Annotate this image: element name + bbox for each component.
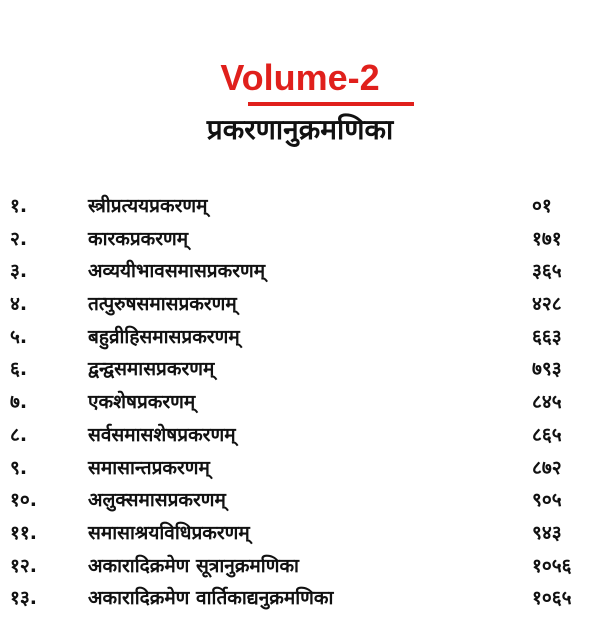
toc-page-number: ८४५ xyxy=(532,391,562,414)
toc-row-4 xyxy=(0,288,600,321)
toc-title: समासाश्रयविधिप्रकरणम् xyxy=(88,521,250,544)
toc-title: अकारादिक्रमेण वार्तिकाद्यनुक्रमणिका xyxy=(88,587,334,610)
toc-row-13 xyxy=(0,582,600,615)
toc-row-1 xyxy=(0,190,600,223)
toc-page-number: ९४३ xyxy=(532,521,562,544)
toc-row-5 xyxy=(0,321,600,354)
toc-title: समासान्तप्रकरणम् xyxy=(88,456,210,479)
toc-page-number: ४२८ xyxy=(532,293,562,316)
toc-row-6 xyxy=(0,353,600,386)
toc-number: ७. xyxy=(10,391,28,414)
toc-page-number: ८७२ xyxy=(532,456,562,479)
toc-title: अव्ययीभावसमासप्रकरणम् xyxy=(88,260,266,283)
toc-page-number: १०६५ xyxy=(532,587,572,610)
toc-page-number: ०१ xyxy=(532,195,552,217)
toc-page-number: ९०५ xyxy=(532,489,562,512)
toc-title: एकशेषप्रकरणम् xyxy=(88,391,196,414)
toc-row-9 xyxy=(0,452,600,485)
toc-page-number: ७९३ xyxy=(532,358,562,381)
toc-number: ८. xyxy=(10,423,28,446)
toc-row-2 xyxy=(0,223,600,256)
toc-page-number: ८६५ xyxy=(532,423,562,446)
toc-row-7 xyxy=(0,386,600,419)
toc-number: ३. xyxy=(10,260,28,283)
toc-title: अलुक्समासप्रकरणम् xyxy=(88,489,226,512)
toc-page-number: ६६३ xyxy=(532,325,562,348)
toc-number: ९. xyxy=(10,456,28,479)
toc-title: तत्पुरुषसमासप्रकरणम् xyxy=(88,293,237,316)
toc-title: सर्वसमासशेषप्रकरणम् xyxy=(88,423,236,446)
toc-number: ११. xyxy=(10,521,37,544)
toc-number: १. xyxy=(10,195,28,217)
toc-number: १२. xyxy=(10,554,37,577)
toc-title: कारकप्रकरणम् xyxy=(88,227,189,250)
toc-row-3 xyxy=(0,255,600,288)
toc-row-11 xyxy=(0,517,600,550)
index-heading: प्रकरणानुक्रमणिका xyxy=(206,113,394,146)
toc-number: २. xyxy=(10,227,28,250)
toc-number: १०. xyxy=(10,489,37,512)
table-of-contents xyxy=(0,190,600,615)
toc-row-8 xyxy=(0,419,600,452)
toc-page-number: १०५६ xyxy=(532,554,572,577)
toc-title: स्त्रीप्रत्ययप्रकरणम् xyxy=(88,195,208,217)
volume-title: Volume-2 xyxy=(220,57,380,98)
volume-title-underline xyxy=(248,102,414,106)
toc-number: ४. xyxy=(10,293,28,316)
toc-title: द्वन्द्वसमासप्रकरणम् xyxy=(88,358,215,381)
toc-number: ६. xyxy=(10,358,28,381)
toc-title: बहुव्रीहिसमासप्रकरणम् xyxy=(88,325,240,348)
toc-page-number: ३६५ xyxy=(532,260,562,283)
toc-row-10 xyxy=(0,484,600,517)
toc-row-12 xyxy=(0,550,600,583)
toc-number: १३. xyxy=(10,587,37,610)
toc-number: ५. xyxy=(10,325,28,348)
toc-page-number: १७१ xyxy=(532,227,562,250)
toc-title: अकारादिक्रमेण सूत्रानुक्रमणिका xyxy=(88,554,299,577)
